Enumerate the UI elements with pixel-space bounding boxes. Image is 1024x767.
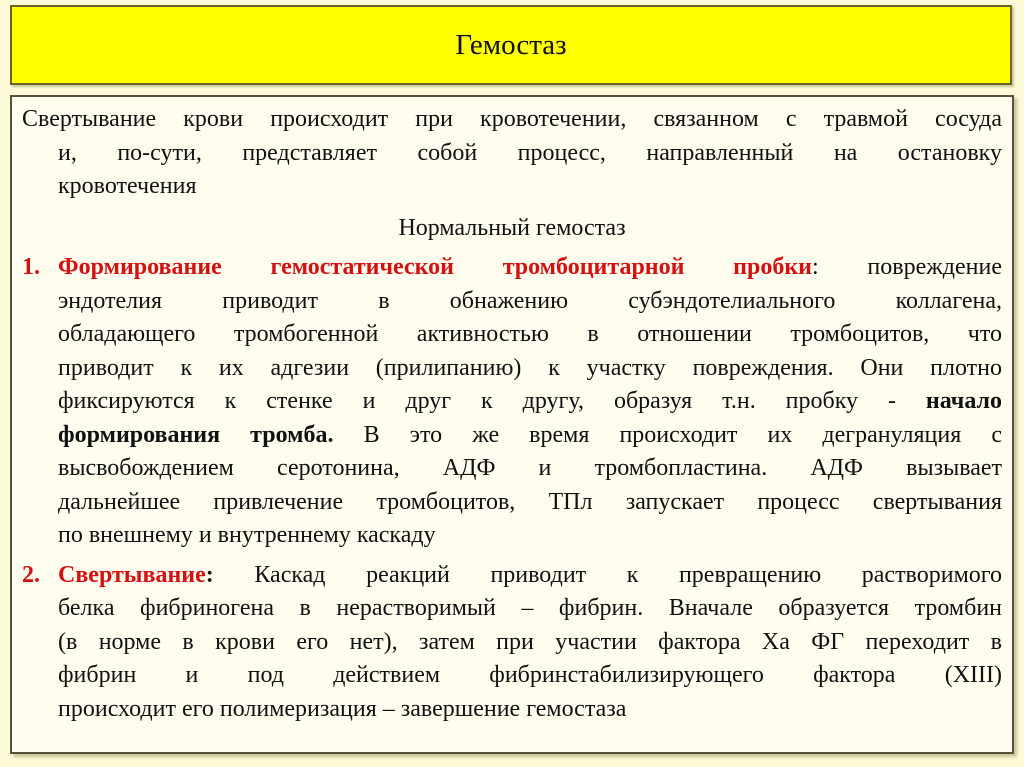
list-item-line <box>58 285 1002 318</box>
text-segment: (в норме в крови его нет), затем при участии фактора Ха ФГ переходит в <box>58 628 1002 655</box>
text-segment: по внешнему и внутреннему каскаду <box>58 522 436 548</box>
text-segment: белка фибриногена в нерастворимый – фибрин. Вначале образуется тромбин <box>58 595 1002 621</box>
text-segment: высвобождением серотонина, АДФ и тромбопластина. АДФ вызывает <box>58 455 1002 481</box>
list-item-line <box>58 419 1002 452</box>
text-segment: дальнейшее привлечение тромбоцитов, ТПл запускает процесс свертывания <box>58 488 1002 515</box>
text-segment: В это же время происходит их дегрануляция с <box>333 421 1003 448</box>
text-segment: кровотечения <box>58 173 197 199</box>
bold-text: начало <box>925 388 1002 414</box>
list-item-line <box>58 486 1002 519</box>
text-segment: фибрин и под действием фибринстабилизирующего фактора (XIII) <box>58 662 1002 688</box>
text-segment: происходит его полимеризация – завершение гемостаза <box>58 695 627 722</box>
highlighted-term: Формирование гемостатической тромбоцитарной пробки <box>58 254 812 280</box>
list-item-line <box>58 385 1002 418</box>
text-segment: Свертывание крови происходит при кровотечении, связанном с травмой сосуда <box>22 106 1002 132</box>
list-item-line <box>58 592 1002 625</box>
intro-line <box>58 137 1002 170</box>
subheading: Нормальный гемостаз <box>398 214 626 241</box>
intro-line <box>58 170 1002 203</box>
list-item-line <box>58 519 1002 552</box>
highlighted-term: Свертывание <box>58 561 206 588</box>
text-segment: приводит к их адгезии (прилипанию) к участку повреждения. Они плотно <box>58 354 1002 381</box>
text-segment: : повреждение <box>812 254 1002 280</box>
text-segment: обладающего тромбогенной активностью в отношении тромбоцитов, что <box>58 321 1002 347</box>
list-number: 2. <box>22 561 40 588</box>
list-number: 1. <box>22 254 40 280</box>
text-segment: и, по-сути, представляет собой процесс, направленный на остановку <box>58 139 1002 166</box>
slide-title: Гемостаз <box>455 28 567 61</box>
slide-content-box <box>10 95 1014 754</box>
text-segment: фиксируются к стенке и друг к другу, образуя т.н. пробку - <box>58 388 926 414</box>
list-item-line <box>58 559 1002 592</box>
list-item-line <box>58 693 1002 726</box>
list-item-line <box>58 452 1002 485</box>
text-segment: Каскад реакций приводит к превращению растворимого <box>213 561 1002 588</box>
bold-text: : <box>205 561 214 588</box>
list-item-line <box>58 352 1002 385</box>
intro-line <box>22 103 1002 136</box>
list-item-line <box>58 251 1002 284</box>
text-segment: эндотелия приводит в обнажению субэндотелиального коллагена, <box>58 287 1002 314</box>
list-item-line <box>58 659 1002 692</box>
bold-text: формирования тромба. <box>58 421 334 448</box>
list-item-line <box>58 626 1002 659</box>
slide-title-box <box>10 5 1012 85</box>
list-item-line <box>58 318 1002 351</box>
